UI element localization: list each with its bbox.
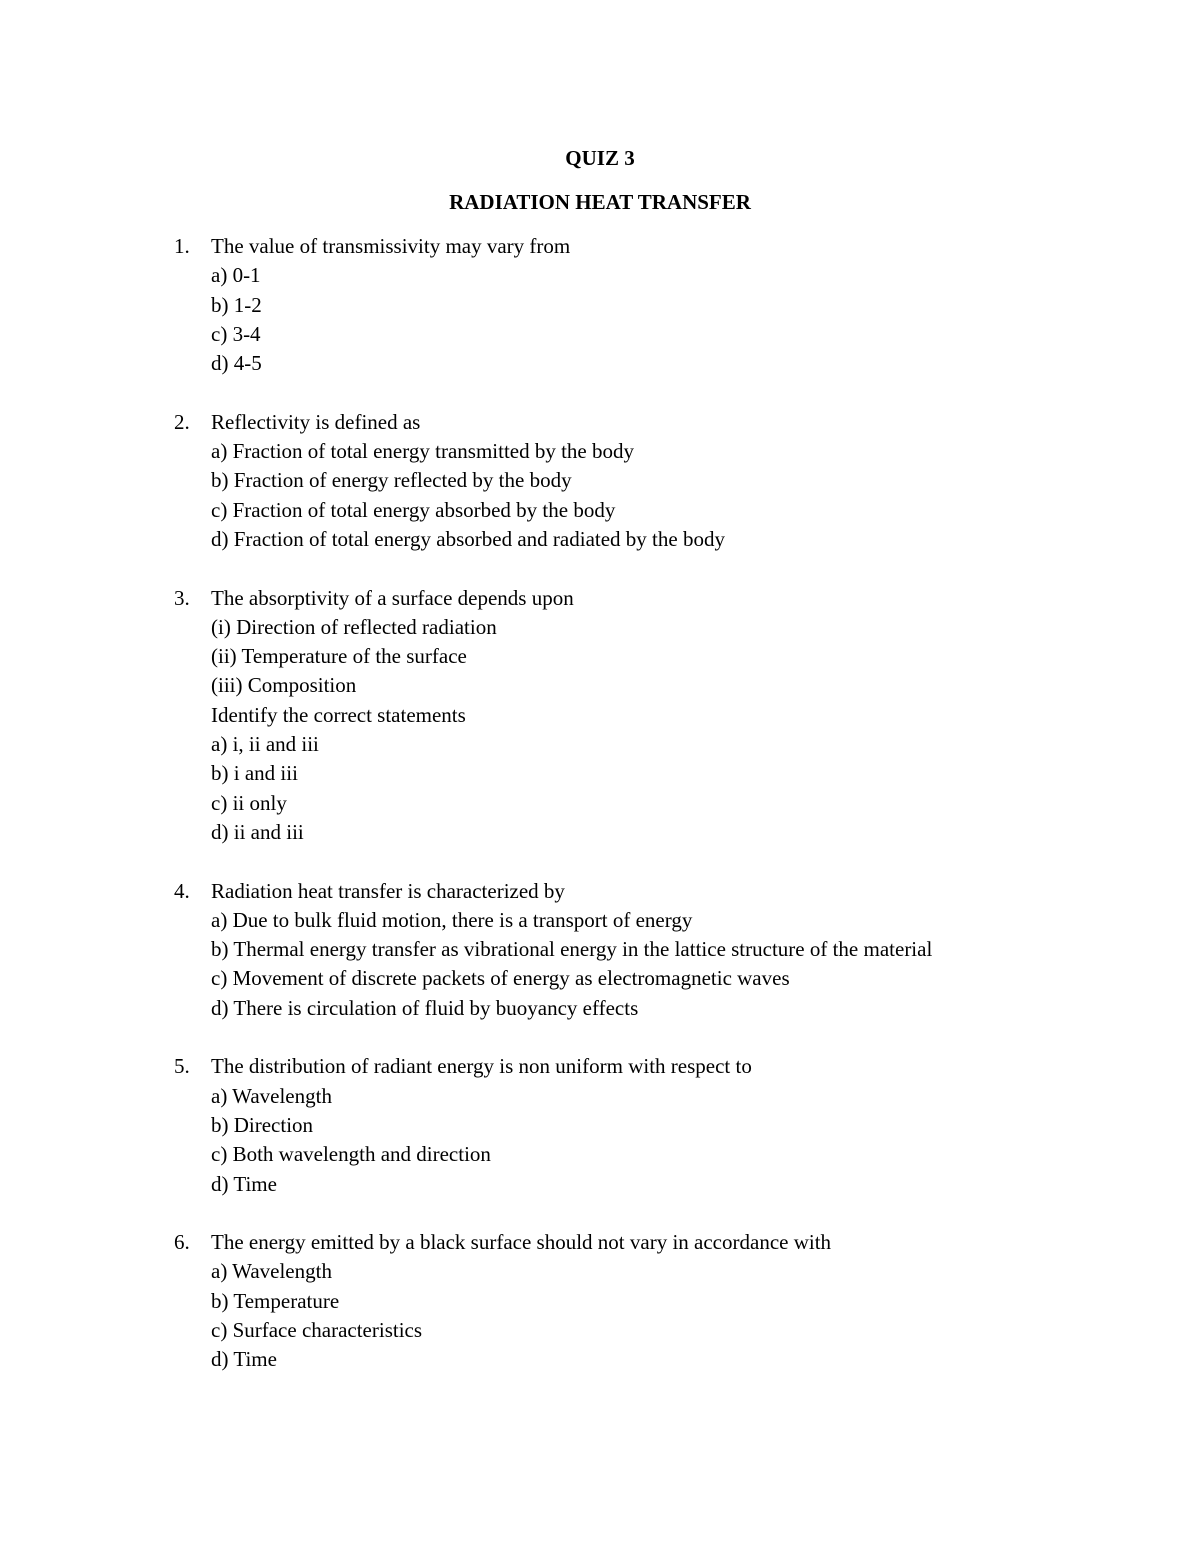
answer-option: a) Wavelength bbox=[211, 1083, 332, 1108]
statement-item: (iii) Composition bbox=[211, 673, 357, 698]
question-number: 6. bbox=[174, 1230, 190, 1255]
answer-option: b) Thermal energy transfer as vibrational energy in the lattice structure of the material bbox=[211, 937, 933, 962]
statement-item: (i) Direction of reflected radiation bbox=[211, 614, 497, 639]
question-list bbox=[0, 232, 1200, 1404]
question-5 bbox=[0, 1052, 1200, 1198]
answer-option: d) There is circulation of fluid by buoyancy effects bbox=[211, 995, 639, 1020]
answer-option: b) i and iii bbox=[211, 761, 298, 786]
answer-option: c) Movement of discrete packets of energy as electromagnetic waves bbox=[211, 966, 790, 991]
answer-option: c) Both wavelength and direction bbox=[211, 1142, 491, 1167]
answer-option: d) Fraction of total energy absorbed and radiated by the body bbox=[211, 526, 725, 551]
question-number: 1. bbox=[174, 234, 190, 258]
answer-option: c) Surface characteristics bbox=[211, 1317, 423, 1342]
question-2 bbox=[0, 408, 1200, 554]
question-instruction: Identify the correct statements bbox=[211, 702, 466, 727]
answer-option: a) Wavelength bbox=[211, 1259, 332, 1284]
question-stem: The energy emitted by a black surface should not vary in accordance with bbox=[211, 1230, 832, 1255]
answer-option: c) Fraction of total energy absorbed by the body bbox=[211, 497, 616, 522]
answer-option: b) Temperature bbox=[211, 1288, 340, 1313]
answer-option: d) ii and iii bbox=[211, 819, 304, 844]
answer-option: a) Fraction of total energy transmitted by the body bbox=[211, 439, 635, 464]
statement-item: (ii) Temperature of the surface bbox=[211, 644, 467, 669]
answer-option: a) i, ii and iii bbox=[211, 732, 319, 757]
question-3 bbox=[0, 584, 1200, 848]
question-number: 5. bbox=[174, 1054, 190, 1079]
question-stem: The value of transmissivity may vary from bbox=[211, 234, 571, 258]
answer-option: c) ii only bbox=[211, 790, 287, 815]
question-stem: The distribution of radiant energy is non uniform with respect to bbox=[211, 1054, 752, 1079]
question-number: 2. bbox=[174, 409, 190, 434]
question-stem: Radiation heat transfer is characterized by bbox=[211, 878, 565, 903]
answer-option: d) 4-5 bbox=[211, 351, 262, 376]
topic-title: RADIATION HEAT TRANSFER bbox=[449, 190, 751, 214]
question-stem: Reflectivity is defined as bbox=[211, 409, 421, 434]
answer-option: b) Direction bbox=[211, 1112, 314, 1137]
question-number: 3. bbox=[174, 585, 190, 610]
question-1 bbox=[0, 232, 1200, 378]
question-4 bbox=[0, 877, 1200, 1023]
answer-option: b) Fraction of energy reflected by the body bbox=[211, 468, 572, 493]
answer-option: d) Time bbox=[211, 1171, 277, 1196]
answer-option: c) 3-4 bbox=[211, 321, 261, 346]
answer-option: a) Due to bulk fluid motion, there is a transport of energy bbox=[211, 907, 693, 932]
answer-option: b) 1-2 bbox=[211, 292, 262, 317]
answer-option: a) 0-1 bbox=[211, 263, 261, 288]
question-6 bbox=[0, 1228, 1200, 1374]
question-stem: The absorptivity of a surface depends upon bbox=[211, 585, 574, 610]
answer-option: d) Time bbox=[211, 1347, 277, 1372]
question-number: 4. bbox=[174, 878, 190, 903]
quiz-title: QUIZ 3 bbox=[565, 146, 635, 170]
